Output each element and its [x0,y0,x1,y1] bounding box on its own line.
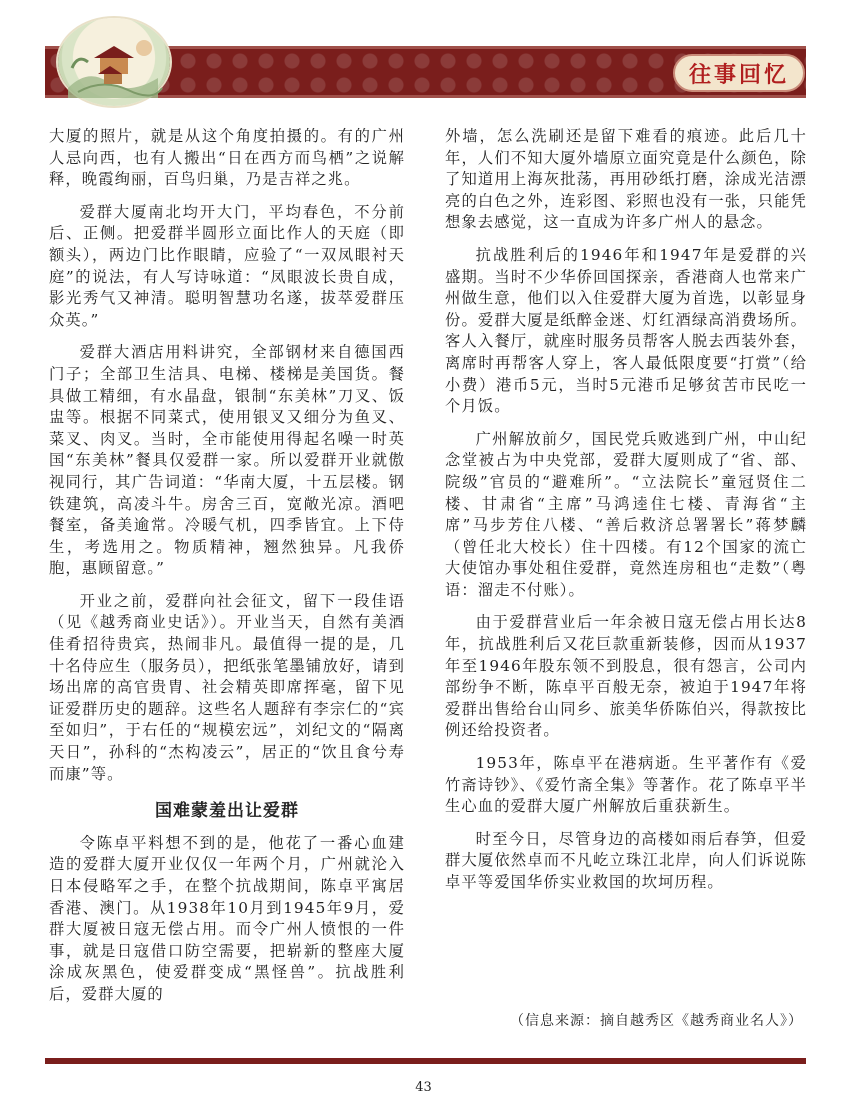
paragraph: 广州解放前夕，国民党兵败逃到广州，中山纪念堂被占为中央党部，爱群大厦则成了“省、部、院级”官员的“避难所”。“立法院长”童冠贤住二楼、甘肃省“主席”马鸿逵住七楼、青海省“主席”马步芳住八楼、“善后救济总署署长”蒋梦麟（曾任北大校长）住十四楼。有12个国家的流亡大使馆办事处租住爱群，竟然连房租也“走数”（粤语：溜走不付账）。 [445,429,807,599]
paragraph: 大厦的照片，就是从这个角度拍摄的。有的广州人忌向西，也有人搬出“日在西方而鸟栖”之说解释，晚霞绚丽，百鸟归巢，乃是吉祥之兆。 [49,127,405,189]
paragraph: 开业之前，爱群向社会征文，留下一段佳语（见《越秀商业史话》）。开业当天，自然有美酒佳肴招待贵宾，热闹非凡。最值得一提的是，几十名侍应生（服务员），把纸张笔墨铺放好，请到场出席的高官贵胄、社会精英即席挥毫，留下见证爱群历史的题辞。这些名人题辞有李宗仁的“宾至如归”，于右任的“规模宏远”，刘纪文的“隔离天日”，孙科的“杰构凌云”，居正的“饮且食兮寿而康”等。 [49,591,405,783]
footer-rule [45,1058,806,1064]
paragraph: 时至今日，尽管身边的高楼如雨后春笋，但爱群大厦依然卓而不凡屹立珠江北岸，向人们诉说陈卓平等爱国华侨实业救国的坎坷历程。 [445,829,807,891]
paragraph: 令陈卓平料想不到的是，他花了一番心血建造的爱群大厦开业仅仅一年两个月，广州就沦入日本侵略军之手，在整个抗战期间，陈卓平寓居香港、澳门。从1938年10月到1945年9月，爱群大厦被日寇无偿占用。而令广州人愤恨的一件事，就是日寇借口防空需要，把崭新的整座大厦涂成灰黑色，使爱群变成“黑怪兽”。抗战胜利后，爱群大厦的 [49,833,405,1003]
left-column [49,126,405,1017]
pavilion-emblem-icon [58,18,170,106]
page-number: 43 [415,1080,432,1095]
right-column [445,126,807,905]
source-citation: （信息来源：摘自越秀区《越秀商业名人》） [510,1013,803,1029]
section-title: 往事回忆 [688,62,789,88]
paragraph: 由于爱群营业后一年余被日寇无偿占用长达8年，抗战胜利后又花巨款重新装修，因而从1937年至1946年股东领不到股息，很有怨言，公司内部纷争不断，陈卓平百般无奈，被迫于1947年将爱群出售给台山同乡、旅美华侨陈伯兴，得款按比例还给投资者。 [445,613,807,740]
section-subheading: 国难蒙羞出让爱群 [155,801,299,822]
paragraph: 爱群大酒店用料讲究，全部钢材来自德国西门子；全部卫生洁具、电梯、楼梯是美国货。餐具做工精细，有水晶盘，银制“东美林”刀叉、饭盅等。根据不同菜式，使用银叉又细分为鱼叉、菜叉、肉叉。当时，全市能使用得起名噪一时英国“东美林”餐具仅爱群一家。所以爱群开业就傲视同行，其广告词道：“华南大厦，十五层楼。钢铁建筑，高凌斗牛。房舍三百，宽敞光凉。酒吧餐室，备美逾常。冷暖气机，四季皆宜。上下侍生，考选用之。物质精神，翘然独异。凡我侨胞，惠顾留意。” [49,343,405,578]
section-title-badge [673,54,805,92]
paragraph: 抗战胜利后的1946年和1947年是爱群的兴盛期。当时不少华侨回国探亲，香港商人也常来广州做生意，他们以入住爱群大厦为首选，以彰显身份。爱群大厦是纸醉金迷、灯红酒绿高消费场所。客人入餐厅，就座时服务员帮客人脱去西装外套，离席时再帮客人穿上，客人最低限度要“打赏”（给小费）港币5元，当时5元港币足够贫苦市民吃一个月饭。 [445,245,807,416]
paragraph: 1953年，陈卓平在港病逝。生平著作有《爱竹斋诗钞》、《爱竹斋全集》等著作。花了陈卓平半生心血的爱群大厦广州解放后重获新生。 [445,754,807,816]
paragraph: 爱群大厦南北均开大门，平均春色，不分前后、正侧。把爱群半圆形立面比作人的天庭（即额头），两边门比作眼睛，应验了“一双凤眼衬天庭”的说法，有人写诗咏道：“凤眼波长贵自成，影光秀气又神清。聪明智慧功名遂，拔萃爱群压众英。” [49,202,405,329]
paragraph: 外墙，怎么洗刷还是留下难看的痕迹。此后几十年，人们不知大厦外墙原立面究竟是什么颜色，除了知道用上海灰批荡，再用砂纸打磨，涂成光洁漂亮的白色之外，连彩图、彩照也没有一张，只能凭想象去感觉，这一直成为许多广州人的悬念。 [445,127,807,232]
